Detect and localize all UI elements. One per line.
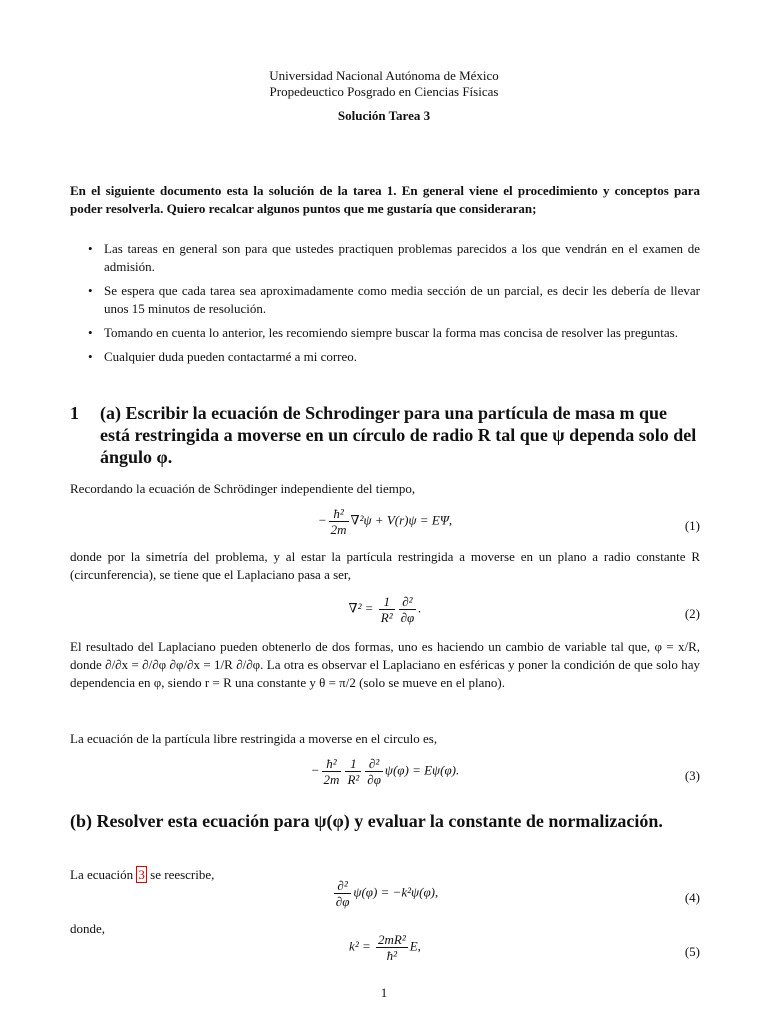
- list-item: • Se espera que cada tarea sea aproximadamente como media sección de un parcial, es decir les debería de llevar unos 15 minutos de resolución.: [88, 283, 700, 316]
- paragraph-rewrite: La ecuación 3 se reescribe,: [70, 867, 215, 882]
- notes-list: [70, 240, 700, 370]
- paragraph-free-particle: La ecuación de la partícula libre restringida a moverse en el circulo es,: [70, 731, 438, 746]
- equation-2: ∇² = $\frac{1}{\text{R²}}$ $\frac{\text{∂²}}{\partial\varphi}$ . (2): [348, 594, 700, 625]
- university-name: Universidad Nacional Autónoma de México: [269, 68, 499, 83]
- equation-1: − $\frac{\text{ħ²}}{2m}$ ∇²ψ + V(r)ψ = EΨ, (1): [317, 506, 700, 537]
- list-item: • Cualquier duda pueden contactarmé a mi correo.: [88, 349, 358, 364]
- equation-4: $\frac{\text{∂²}}{\partial\varphi}$ ψ(φ) = −k²ψ(φ), (4): [335, 878, 700, 909]
- paragraph-where: donde,: [70, 921, 106, 936]
- page-number: 1: [380, 985, 388, 1000]
- paragraph-symmetry: donde por la simetría del problema, y al estar la partícula restringida a moverse en un plano a radio constante R (circunferencia), se tiene que el Laplaciano pasa a ser,: [70, 549, 700, 582]
- document-title: Solución Tarea 3: [337, 108, 431, 123]
- equation-3: − $\frac{\text{ħ²}}{2m}$ $\frac{1}{\text{R²}}$ $\frac{\text{∂²}}{\partial\varphi}$ ψ(φ) = Eψ(φ). (3): [310, 756, 700, 787]
- list-item: • Las tareas en general son para que ustedes practiquen problemas parecidos a los que vendrán en el examen de admisión.: [88, 241, 700, 274]
- equation-5: k² = $\frac{\text{2mR²}}{\text{ħ²}}$ E, (5): [349, 932, 700, 963]
- equation-reference-link[interactable]: 3: [138, 867, 145, 882]
- program-name: Propedeuctico Posgrado en Ciencias Físicas: [269, 84, 499, 99]
- intro-paragraph: En el siguiente documento esta la solución de la tarea 1. En general viene el procedimiento y conceptos para poder resolverla. Quiero recalcar algunos puntos que me gustaría que consideraran;: [70, 183, 700, 216]
- paragraph-laplacian: El resultado del Laplaciano pueden obtenerlo de dos formas, uno es haciendo un cambio de variable tal que, φ = x/R, donde ∂/∂x = ∂/∂φ ∂φ/∂x = 1/R ∂/∂φ. La otra es observar el Laplaciano en esféricas y poner la condición de que solo hay dependencia en φ, siendo r = R una constante y θ = π/2 (solo se mueve en el plano).: [70, 639, 700, 690]
- section-1-heading: 1 (a) Escribir la ecuación de Schrodinger para una partícula de masa m que está restringida a moverse en un círculo de radio R tal que ψ dependa solo del ángulo φ.: [70, 403, 697, 467]
- list-item: • Tomando en cuenta lo anterior, les recomiendo siempre buscar la forma mas concisa de resolver las preguntas.: [88, 325, 678, 340]
- paragraph-schrodinger-intro: Recordando la ecuación de Schrödinger independiente del tiempo,: [70, 481, 416, 496]
- section-b-heading: (b) Resolver esta ecuación para ψ(φ) y evaluar la constante de normalización.: [70, 811, 663, 831]
